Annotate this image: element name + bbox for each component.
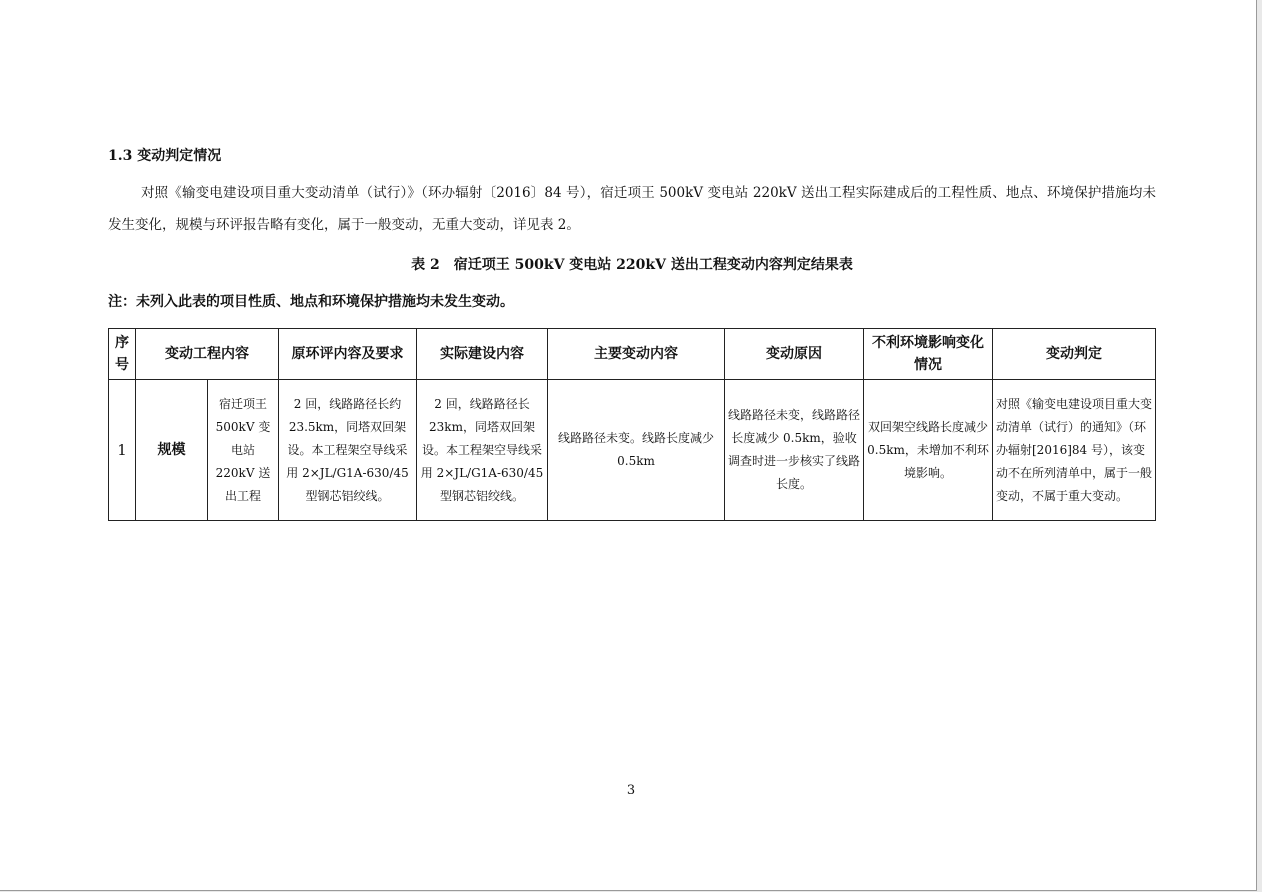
table-header-row	[109, 329, 1156, 380]
cell-reason: 线路路径未变，线路路径长度减少 0.5km，验收调查时进一步核实了线路长度。	[725, 380, 864, 521]
section-paragraph: 对照《输变电建设项目重大变动清单（试行）》（环办辐射〔2016〕84 号），宿迁项王 500kV 变电站 220kV 送出工程实际建成后的工程性质、地点、环境保护措施均未发生变化，规模与环评报告略有变化，属于一般变动，无重大变动，详见表 2。	[108, 185, 1156, 233]
header-original: 原环评内容及要求	[279, 329, 417, 380]
header-judgement: 变动判定	[993, 329, 1156, 380]
header-actual: 实际建设内容	[417, 329, 548, 380]
change-judgement-table	[108, 328, 1156, 521]
table-caption: 表 2 宿迁项王 500kV 变电站 220kV 送出工程变动内容判定结果表	[411, 257, 853, 273]
header-main-change: 主要变动内容	[548, 329, 725, 380]
cell-project: 宿迁项王 500kV 变电站 220kV 送出工程	[208, 380, 279, 521]
cell-category: 规模	[136, 380, 208, 521]
cell-actual: 2 回，线路路径长 23km，同塔双回架设。本工程架空导线采用 2×JL/G1A-630/45 型钢芯铝绞线。	[417, 380, 548, 521]
header-content: 变动工程内容	[136, 329, 279, 380]
cell-judgement: 对照《输变电建设项目重大变动清单（试行）的通知》（环办辐射[2016]84 号），该变动不在所列清单中，属于一般变动，不属于重大变动。	[993, 380, 1156, 521]
page-number: 3	[626, 783, 636, 798]
cell-original: 2 回，线路路径长约 23.5km，同塔双回架设。本工程架空导线采用 2×JL/G1A-630/45 型钢芯铝绞线。	[279, 380, 417, 521]
table-row	[109, 380, 1156, 521]
cell-seq: 1	[109, 380, 136, 521]
header-seq: 序号	[109, 329, 136, 380]
header-impact: 不利环境影响变化情况	[864, 329, 993, 380]
cell-impact: 双回架空线路长度减少 0.5km，未增加不利环境影响。	[864, 380, 993, 521]
section-heading: 1.3 变动判定情况	[108, 148, 222, 164]
cell-main-change: 线路路径未变。线路长度减少 0.5km	[548, 380, 725, 521]
table-note: 注：未列入此表的项目性质、地点和环境保护措施均未发生变动。	[108, 294, 514, 310]
header-reason: 变动原因	[725, 329, 864, 380]
